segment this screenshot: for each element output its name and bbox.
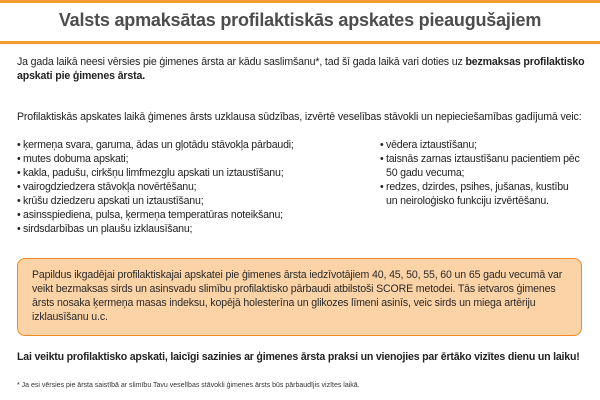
list-item: • asinsspiediena, pulsa, ķermeņa temperatūras noteikšanu;: [17, 208, 367, 222]
list-item: • redzes, dzirdes, psihes, jušanas, kustību un neiroloģisko funkciju izvērtēšanu.: [380, 180, 580, 208]
intro-bold-text: bezmaksas profilaktisko apskati pie ģimenes ārsta.: [17, 56, 585, 82]
list-item: • sirdsdarbības un plaušu izklausīšanu;: [17, 222, 367, 236]
list-item: • vairogdziedzera stāvokļa novērtēšanu;: [17, 180, 367, 194]
title-bar: [0, 0, 600, 44]
title-rule-top: [0, 0, 600, 3]
list-item: • ķermeņa svara, garuma, ādas un gļotādu stāvokļa pārbaudi;: [17, 138, 367, 152]
exam-intro-paragraph: Profilaktiskās apskates laikā ģimenes ārsts uzklausa sūdzības, izvērtē veselības stāvokli un nepieciešamības gadījumā veic:: [17, 111, 582, 123]
exam-list-right: [380, 138, 580, 208]
footnote: * Ja esi vērsies pie ārsta saistībā ar slimību Tavu veselības stāvokli ģimenes ārsts būs pārbaudījis vizītes laikā.: [17, 382, 360, 389]
list-item: • vēdera iztaustīšanu;: [380, 138, 580, 152]
score-notice-box: [17, 258, 582, 336]
call-to-action: Lai veiktu profilaktisko apskati, laicīgi sazinies ar ģimenes ārsta praksi un vienojies par ērtāko vizītes dienu un laiku!: [17, 351, 580, 363]
score-notice-text: Papildus ikgadējai profilaktiskajai apskatei pie ģimenes ārsta iedzīvotājiem 40, 45, 50, 55, 60 un 65 gadu vecumā var veikt bezmaksas sirds un asinsvadu slimību profilaktisko pārbaudi atbilstoši SCORE metodei. Tās ietvaros ģimenes ārsts nosaka ķermeņa masas indeksu, kopējā holesterīna un glikozes līmeni asinīs, veic sirds un miega artēriju izklausīšanu u.c.: [32, 269, 563, 323]
list-item: • taisnās zarnas iztaustīšanu pacientiem pēc 50 gadu vecuma;: [380, 152, 580, 180]
exam-list-left: [17, 138, 367, 236]
list-item: • krūšu dziedzeru apskati un iztaustīšanu;: [17, 194, 367, 208]
list-item: • kakla, padušu, cirkšņu limfmezglu apskati un iztaustīšanu;: [17, 166, 367, 180]
intro-paragraph: [17, 55, 587, 83]
list-item: • mutes dobuma apskati;: [17, 152, 367, 166]
title-rule-bottom: [0, 41, 600, 44]
page-title: Valsts apmaksātas profilaktiskās apskates pieaugušajiem: [58, 10, 542, 30]
intro-text: Ja gada laikā neesi vērsies pie ģimenes ārsta ar kādu saslimšanu*, tad šī gada laikā vari doties uz: [17, 56, 466, 68]
